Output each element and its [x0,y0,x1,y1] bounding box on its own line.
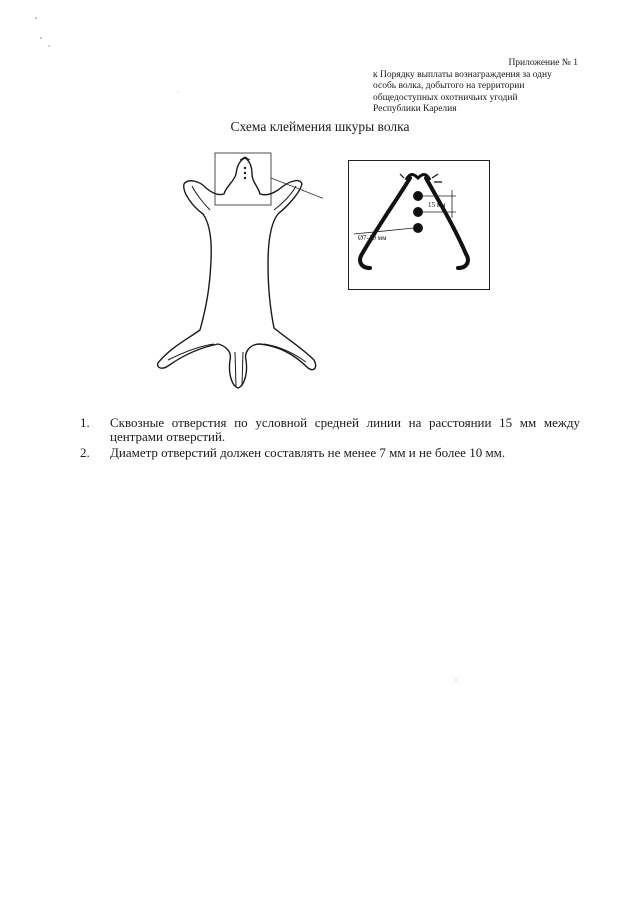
spacing-label: 15 мм [428,201,446,209]
hole-1 [413,191,423,201]
diameter-label: Ø7-10 мм [358,234,387,242]
hole-mark-2 [244,172,246,174]
hole-2 [413,207,423,217]
appendix-header [373,58,588,116]
appendix-number: Приложение № 1 [508,58,578,68]
note-number: 2. [80,445,90,460]
hole-3 [413,223,423,233]
document-title: Схема клеймения шкуры волка [230,119,410,134]
appendix-line-4: Республики Карелия [373,104,457,114]
note-text: Сквозные отверстия по условной средней линии на расстоянии 15 мм между центрами отверстий. [110,415,580,444]
note-text: Диаметр отверстий должен составлять не менее 7 мм и не более 10 мм. [110,445,506,460]
note-item [80,416,580,444]
right-jaw-line [426,178,468,268]
left-jaw-line [360,178,410,268]
right-hindleg-line [264,344,306,362]
tail-line-left [235,352,236,386]
wolf-skin-diagram [148,148,323,398]
zoom-detail [348,160,490,290]
hole-mark-3 [244,177,246,179]
appendix-line-3: общедоступных охотничьих угодий [373,92,518,103]
note-item [80,446,580,460]
head-frame [215,153,271,205]
hole-mark-1 [244,167,246,169]
appendix-line-1: к Порядку выплаты вознаграждения за одну [373,69,552,80]
right-foreleg-line [274,186,296,210]
tail-line-right [242,352,243,386]
appendix-line-2: особь волка, добытого на территории [373,81,525,91]
note-number: 1. [80,415,90,430]
notes-list [80,416,580,462]
